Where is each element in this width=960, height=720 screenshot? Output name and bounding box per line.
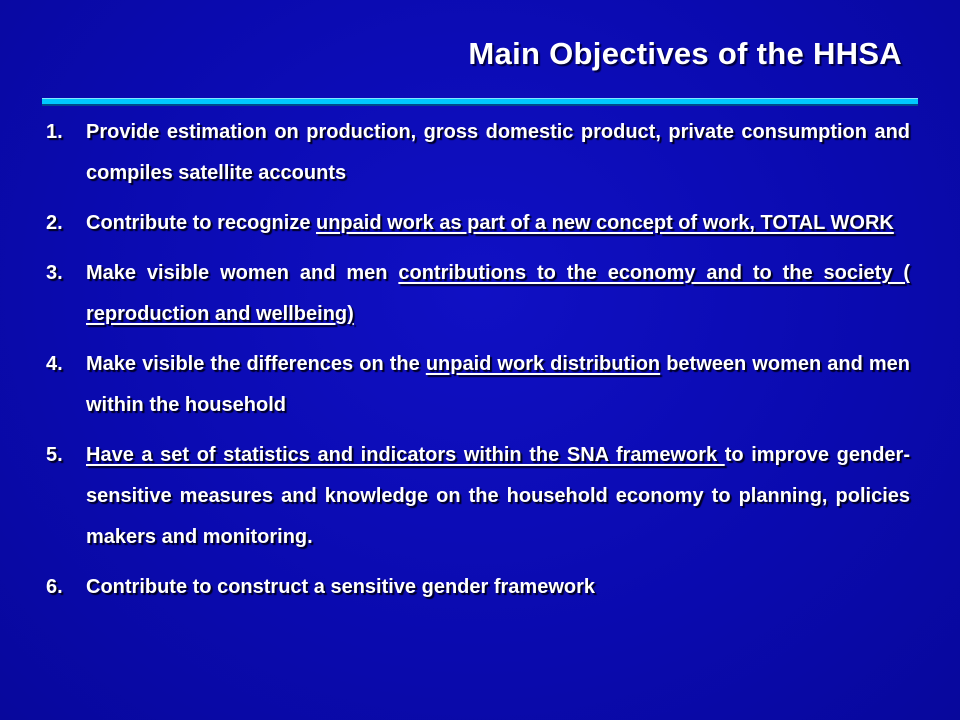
objective-text-part: to improve gender-sensitive measures and knowledge on the household economy to planning, policies makers and monitoring. (86, 444, 910, 548)
objective-text-part: between women and men within the household (86, 353, 910, 416)
objective-number: 4. (46, 353, 63, 375)
objective-text-part: Make visible women and men (86, 262, 399, 284)
objective-text-part: Make visible the differences on the (86, 353, 426, 375)
objective-number: 5. (46, 444, 63, 466)
objective-item-3 (46, 253, 910, 335)
objective-number: 2. (46, 212, 63, 234)
objective-text-underlined: unpaid work distribution (425, 353, 661, 375)
objective-text-underlined: Have a set of statistics and indicators within the SNA framework (86, 444, 725, 466)
objective-text (86, 344, 910, 426)
objective-text (86, 253, 910, 335)
objective-number: 6. (46, 576, 63, 598)
slide-title: Main Objectives of the HHSA (468, 36, 902, 71)
objective-text (86, 567, 910, 608)
objective-item-4 (46, 344, 910, 426)
objective-text (86, 112, 910, 194)
objective-text-part: Provide estimation on production, gross domestic product, private consumption and compiles satellite accounts (86, 121, 910, 184)
objective-text (86, 203, 910, 244)
title-divider (42, 98, 918, 104)
objective-text-underlined: contributions to the economy and to the society ( reproduction and wellbeing) (86, 262, 910, 325)
objective-text-part: Contribute to construct a sensitive gender framework (86, 576, 595, 598)
objective-text (86, 435, 910, 558)
objective-text-underlined: unpaid work as part of a new concept of work, TOTAL WORK (316, 212, 894, 234)
objective-number: 1. (46, 121, 63, 143)
objective-item-1 (46, 112, 910, 194)
objective-item-2 (46, 203, 910, 244)
objective-text-part: Contribute to recognize (86, 212, 316, 234)
objectives-list (46, 112, 910, 617)
objective-item-6 (46, 567, 910, 608)
objective-item-5 (46, 435, 910, 558)
objective-number: 3. (46, 262, 63, 284)
